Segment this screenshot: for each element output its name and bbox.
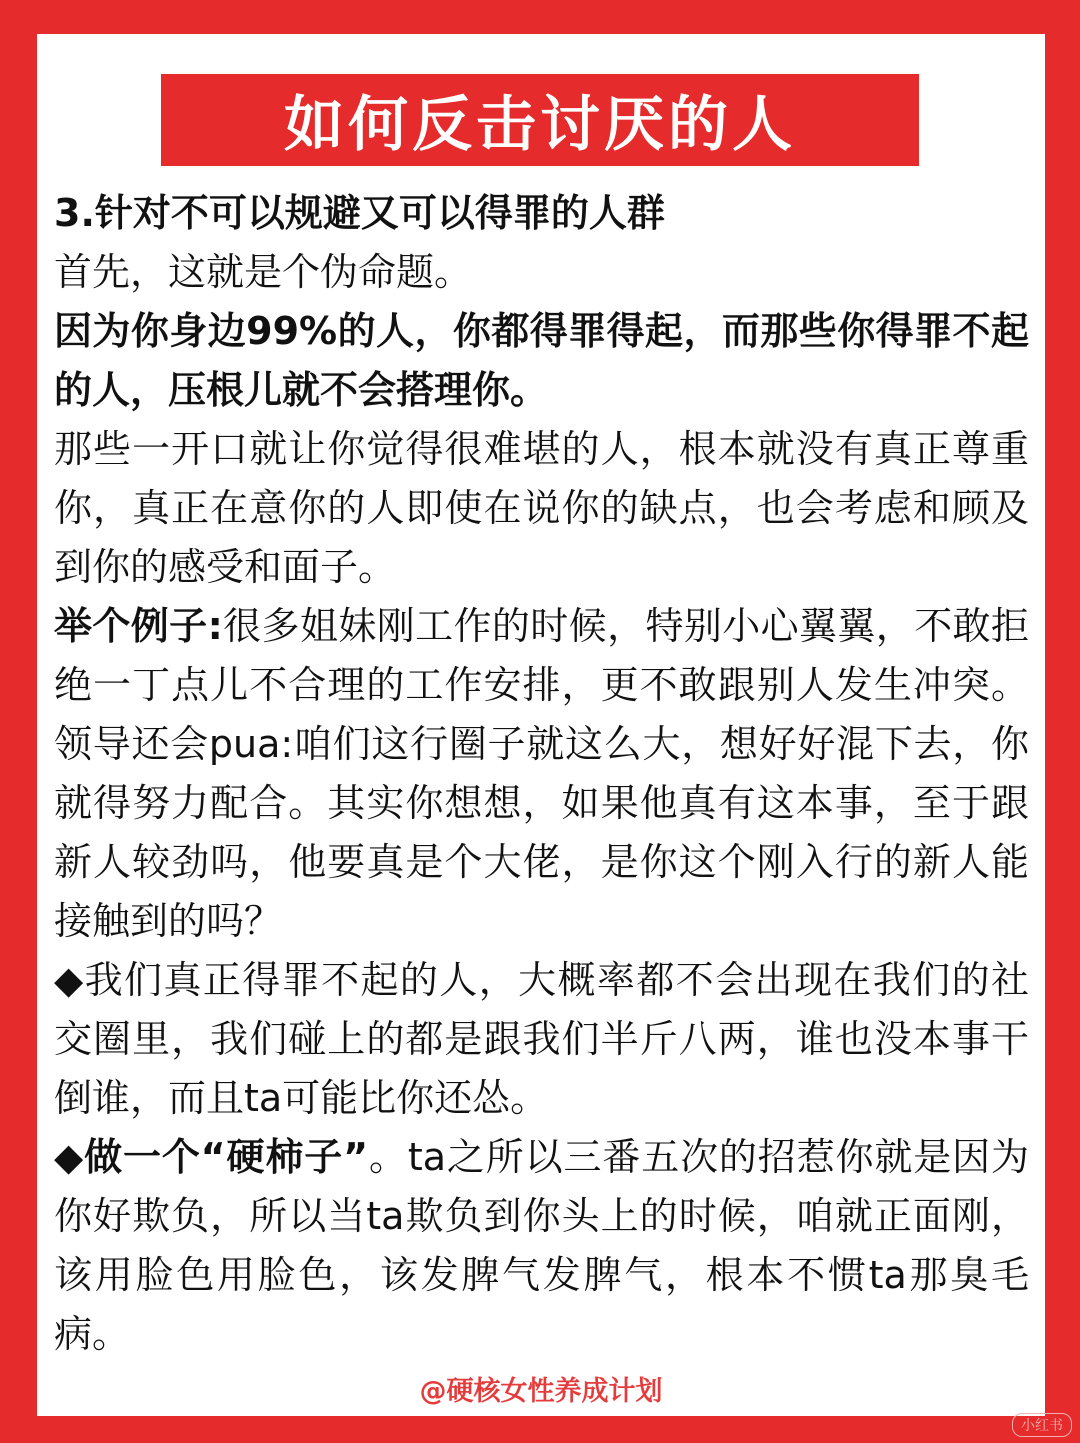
paragraph-social-circle: ◆我们真正得罪不起的人，大概率都不会出现在我们的社交圈里，我们碰上的都是跟我们半斤八两，谁也没本事干倒谁，而且ta可能比你还怂。 xyxy=(54,958,1029,1120)
hard-persimmon-body: 。ta之所以三番五次的招惹你就是因为你好欺负，所以当ta欺负到你头上的时候，咱就正面刚，该用脸色用脸色，该发脾气发脾气，根本不惯ta那臭毛病。 xyxy=(54,1135,1029,1356)
article-body xyxy=(54,184,1029,1364)
paragraph-hard-persimmon xyxy=(54,1128,1029,1364)
hard-persimmon-lead: ◆做一个“硬柿子” xyxy=(54,1135,369,1179)
section-heading: 3.针对不可以规避又可以得罪的人群 xyxy=(54,191,665,235)
paragraph-intro: 首先，这就是个伪命题。 xyxy=(54,250,473,294)
author-watermark: @硬核女性养成计划 xyxy=(419,1376,663,1407)
paragraph-key-point: 因为你身边99%的人，你都得罪得起，而那些你得罪不起的人，压根儿就不会搭理你。 xyxy=(54,309,1029,412)
platform-logo: 小红书 xyxy=(1012,1413,1072,1437)
page-title: 如何反击讨厌的人 xyxy=(284,90,796,160)
content-card xyxy=(37,34,1045,1416)
paragraph-respect: 那些一开口就让你觉得很难堪的人，根本就没有真正尊重你，真正在意你的人即使在说你的缺点，也会考虑和顾及到你的感受和面子。 xyxy=(54,427,1029,589)
paragraph-example xyxy=(54,597,1029,951)
example-body: 很多姐妹刚工作的时候，特别小心翼翼，不敢拒绝一丁点儿不合理的工作安排，更不敢跟别人发生冲突。领导还会pua:咱们这行圈子就这么大，想好好混下去，你就得努力配合。其实你想想，如果他真有这本事，至于跟新人较劲吗，他要真是个大佬，是你这个刚入行的新人能接触到的吗？ xyxy=(54,604,1029,943)
title-banner xyxy=(161,74,919,166)
example-lead: 举个例子: xyxy=(54,604,223,648)
